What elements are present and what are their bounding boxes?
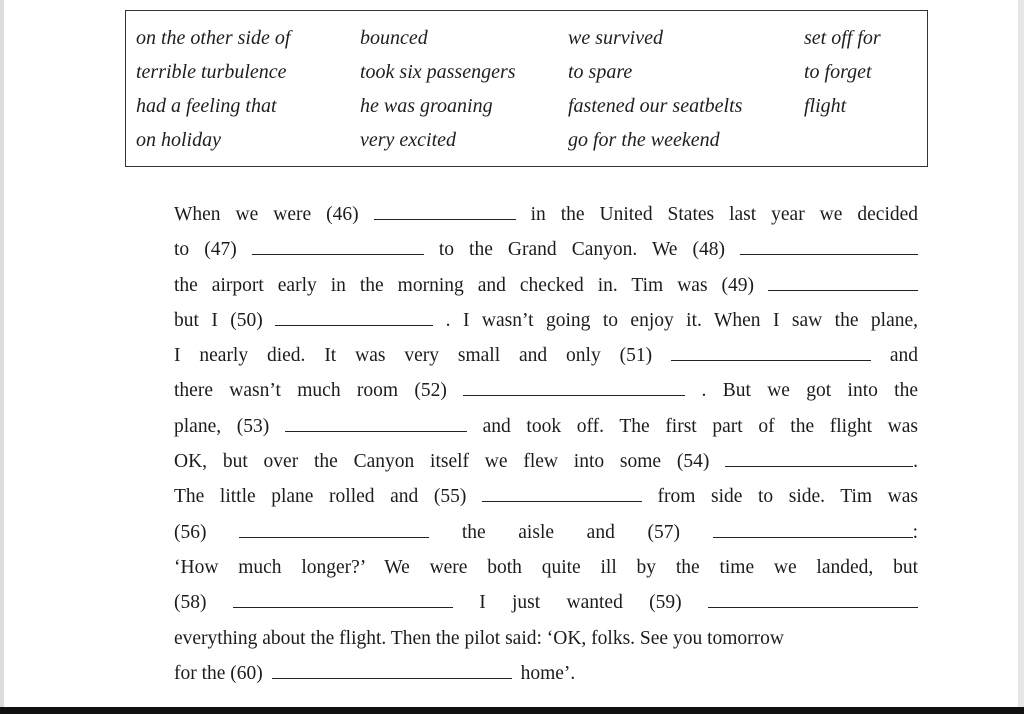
word-bank-item: on the other side of [136,27,291,49]
passage-text: to the Grand Canyon. We (48) [438,239,725,261]
passage-line [174,373,918,408]
answer-blank-52[interactable] [463,376,685,396]
passage-text: . But we got into the [701,380,919,402]
passage-text: The little plane rolled and (55) [174,486,467,508]
cloze-passage [174,197,918,691]
word-bank-box [125,10,928,167]
passage-line [174,444,918,479]
word-bank-row [126,91,927,121]
passage-line [174,656,918,691]
passage-line [174,550,918,585]
word-bank-item: he was groaning [360,95,493,117]
word-bank-item: on holiday [136,129,221,151]
answer-blank-60[interactable] [272,659,512,679]
passage-text: OK, but over the Canyon itself we flew into some (54) [174,451,710,473]
passage-line [174,409,918,444]
answer-blank-59[interactable] [708,588,918,608]
passage-text: (56) [174,521,207,543]
answer-blank-57[interactable] [713,518,913,538]
passage-text: I just wanted (59) [479,592,682,614]
passage-line [174,338,918,373]
passage-text: everything about the flight. Then the pilot said: ‘OK, folks. See you tomorrow [174,627,784,649]
passage-text: . I wasn’t going to enjoy it. When I saw the plane, [445,309,919,331]
word-bank-item: very excited [360,129,457,151]
word-bank-item: terrible turbulence [136,61,287,83]
passage-line [174,621,918,656]
passage-text: plane, (53) [174,415,270,437]
word-bank-row [126,125,927,155]
answer-blank-46[interactable] [374,200,516,220]
passage-text: but I (50) [174,309,263,331]
word-bank-item: to spare [568,61,633,83]
passage-text: home’. [520,662,576,684]
answer-blank-55[interactable] [482,482,642,502]
answer-blank-47[interactable] [252,235,424,255]
passage-text: . [913,451,919,473]
answer-blank-53[interactable] [285,412,467,432]
word-bank-item: to forget [804,61,872,83]
passage-text: I nearly died. It was very small and only (51) [174,345,653,367]
answer-blank-50[interactable] [275,306,433,326]
passage-text: and took off. The first part of the flight was [482,415,919,437]
page-bottom-edge [0,707,1024,714]
word-bank-row [126,57,927,87]
answer-blank-56[interactable] [239,518,429,538]
answer-blank-58[interactable] [233,588,453,608]
answer-blank-49[interactable] [768,271,918,291]
passage-text: in the United States last year we decided [530,204,919,225]
passage-line [174,303,918,338]
word-bank-item: we survived [568,27,663,49]
passage-text: to (47) [174,239,237,261]
word-bank-item: bounced [360,27,428,49]
passage-text: there wasn’t much room (52) [174,380,447,402]
word-bank-item: flight [804,95,847,117]
word-bank-item: fastened our seatbelts [568,95,743,117]
passage-line [174,232,918,267]
passage-text: ‘How much longer?’ We were both quite ill by the time we landed, but [174,556,918,578]
answer-blank-48[interactable] [740,235,918,255]
passage-text: : [912,521,919,543]
passage-text: When we were (46) [174,204,359,225]
passage-text: the aisle and (57) [461,521,680,543]
passage-line [174,197,918,232]
passage-line [174,268,918,303]
passage-text: for the (60) [174,662,263,684]
passage-text: from side to side. Tim was [657,486,919,508]
page-right-edge [1018,0,1024,714]
word-bank-row [126,23,927,53]
word-bank-item: go for the weekend [568,129,720,151]
word-bank-item: took six passengers [360,61,516,83]
page-left-edge [0,0,4,714]
answer-blank-54[interactable] [725,447,913,467]
passage-text: and [889,345,919,367]
passage-text: (58) [174,592,207,614]
word-bank-item: set off for [804,27,881,49]
passage-text: the airport early in the morning and checked in. Tim was (49) [174,274,755,296]
word-bank-item: had a feeling that [136,95,277,117]
passage-line [174,479,918,514]
answer-blank-51[interactable] [671,341,871,361]
passage-line [174,585,918,620]
passage-line [174,515,918,550]
